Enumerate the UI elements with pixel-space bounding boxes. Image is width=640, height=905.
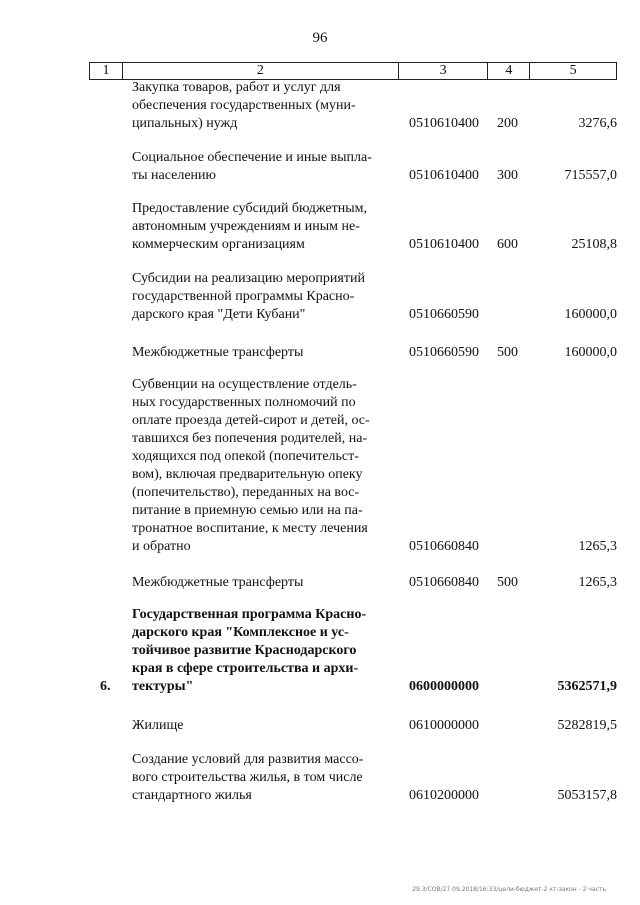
row-description: [132, 270, 390, 324]
table-row: [89, 149, 617, 185]
description-line: тронатное воспитание, к месту лечения: [132, 521, 368, 536]
row-expense-type: 500: [497, 345, 518, 360]
description-line: дарского края "Комплексное и ус-: [132, 625, 349, 640]
row-description: [132, 574, 390, 592]
table-row: [89, 574, 617, 592]
description-line: оплате проезда детей-сирот и детей, ос-: [132, 413, 370, 428]
table-row: [89, 270, 617, 324]
row-description: [132, 149, 390, 185]
row-code: 0610200000: [409, 788, 479, 803]
table-row: [89, 200, 617, 254]
header-col-1: 1: [90, 63, 123, 79]
description-line: Закупка товаров, работ и услуг для: [132, 80, 341, 95]
table-row: [89, 751, 617, 805]
row-description: [132, 200, 390, 254]
description-line: тавшихся без попечения родителей, на-: [132, 431, 368, 446]
description-line: ципальных) нужд: [132, 116, 238, 131]
description-line: Жилище: [132, 718, 184, 733]
footer-stamp: 29.3/СОВ/27.09.2018/16:33/цели-бюджет-2 кт-закон - 2 часть: [412, 886, 606, 893]
description-line: дарского края "Дети Кубани": [132, 307, 306, 322]
description-line: ных государственных полномочий по: [132, 395, 356, 410]
description-line: Субсидии на реализацию мероприятий: [132, 271, 365, 286]
description-line: (попечительство), переданных на вос-: [132, 485, 360, 500]
description-line: автономным учреждениям и иным не-: [132, 219, 360, 234]
row-amount: 160000,0: [564, 345, 617, 360]
row-code: 0600000000: [409, 679, 479, 694]
row-code: 0510660840: [409, 575, 479, 590]
row-expense-type: 600: [497, 237, 518, 252]
description-line: Предоставление субсидий бюджетным,: [132, 201, 368, 216]
description-line: Создание условий для развития массо-: [132, 752, 364, 767]
description-line: края в сфере строительства и архи-: [132, 661, 359, 676]
row-amount: 160000,0: [564, 307, 617, 322]
row-amount: 1265,3: [578, 539, 617, 554]
description-line: и обратно: [132, 539, 191, 554]
description-line: тектуры": [132, 679, 194, 694]
description-line: ты населению: [132, 168, 216, 183]
table-header: [89, 62, 617, 80]
header-col-2: 2: [123, 63, 399, 79]
table-row: [89, 717, 617, 735]
row-amount: 3276,6: [578, 116, 617, 131]
row-number: 6.: [100, 679, 111, 694]
description-line: Государственная программа Красно-: [132, 607, 367, 622]
header-col-3: 3: [399, 63, 489, 79]
row-amount: 25108,8: [571, 237, 617, 252]
description-line: тойчивое развитие Краснодарского: [132, 643, 357, 658]
header-col-4: 4: [488, 63, 530, 79]
row-code: 0510610400: [409, 237, 479, 252]
row-code: 0510610400: [409, 116, 479, 131]
row-code: 0610000000: [409, 718, 479, 733]
table-row: [89, 606, 617, 696]
row-description: [132, 376, 390, 556]
row-description: [132, 344, 390, 362]
header-col-5: 5: [569, 63, 577, 78]
description-line: обеспечения государственных (муни-: [132, 98, 356, 113]
table-row: [89, 79, 617, 133]
description-line: Межбюджетные трансферты: [132, 575, 304, 590]
row-amount: 5362571,9: [557, 679, 617, 694]
description-line: ходящихся под опекой (попечительст-: [132, 449, 359, 464]
row-description: [132, 606, 390, 696]
row-expense-type: 500: [497, 575, 518, 590]
description-line: вом), включая предварительную опеку: [132, 467, 363, 482]
row-description: [132, 717, 390, 735]
table-row: [89, 376, 617, 556]
table-row: [89, 344, 617, 362]
row-description: [132, 751, 390, 805]
row-code: 0510660590: [409, 307, 479, 322]
row-code: 0510660840: [409, 539, 479, 554]
description-line: стандартного жилья: [132, 788, 252, 803]
description-line: вого строительства жилья, в том числе: [132, 770, 363, 785]
row-code: 0510660590: [409, 345, 479, 360]
row-description: [132, 79, 390, 133]
description-line: питание в приемную семью или на па-: [132, 503, 363, 518]
row-amount: 1265,3: [578, 575, 617, 590]
row-code: 0510610400: [409, 168, 479, 183]
description-line: государственной программы Красно-: [132, 289, 355, 304]
page-number: 96: [312, 30, 328, 46]
description-line: Социальное обеспечение и иные выпла-: [132, 150, 372, 165]
description-line: Субвенции на осуществление отдель-: [132, 377, 357, 392]
row-amount: 715557,0: [564, 168, 617, 183]
row-amount: 5053157,8: [557, 788, 617, 803]
description-line: Межбюджетные трансферты: [132, 345, 304, 360]
description-line: коммерческим организациям: [132, 237, 305, 252]
row-expense-type: 300: [497, 168, 518, 183]
row-amount: 5282819,5: [557, 718, 617, 733]
row-expense-type: 200: [497, 116, 518, 131]
